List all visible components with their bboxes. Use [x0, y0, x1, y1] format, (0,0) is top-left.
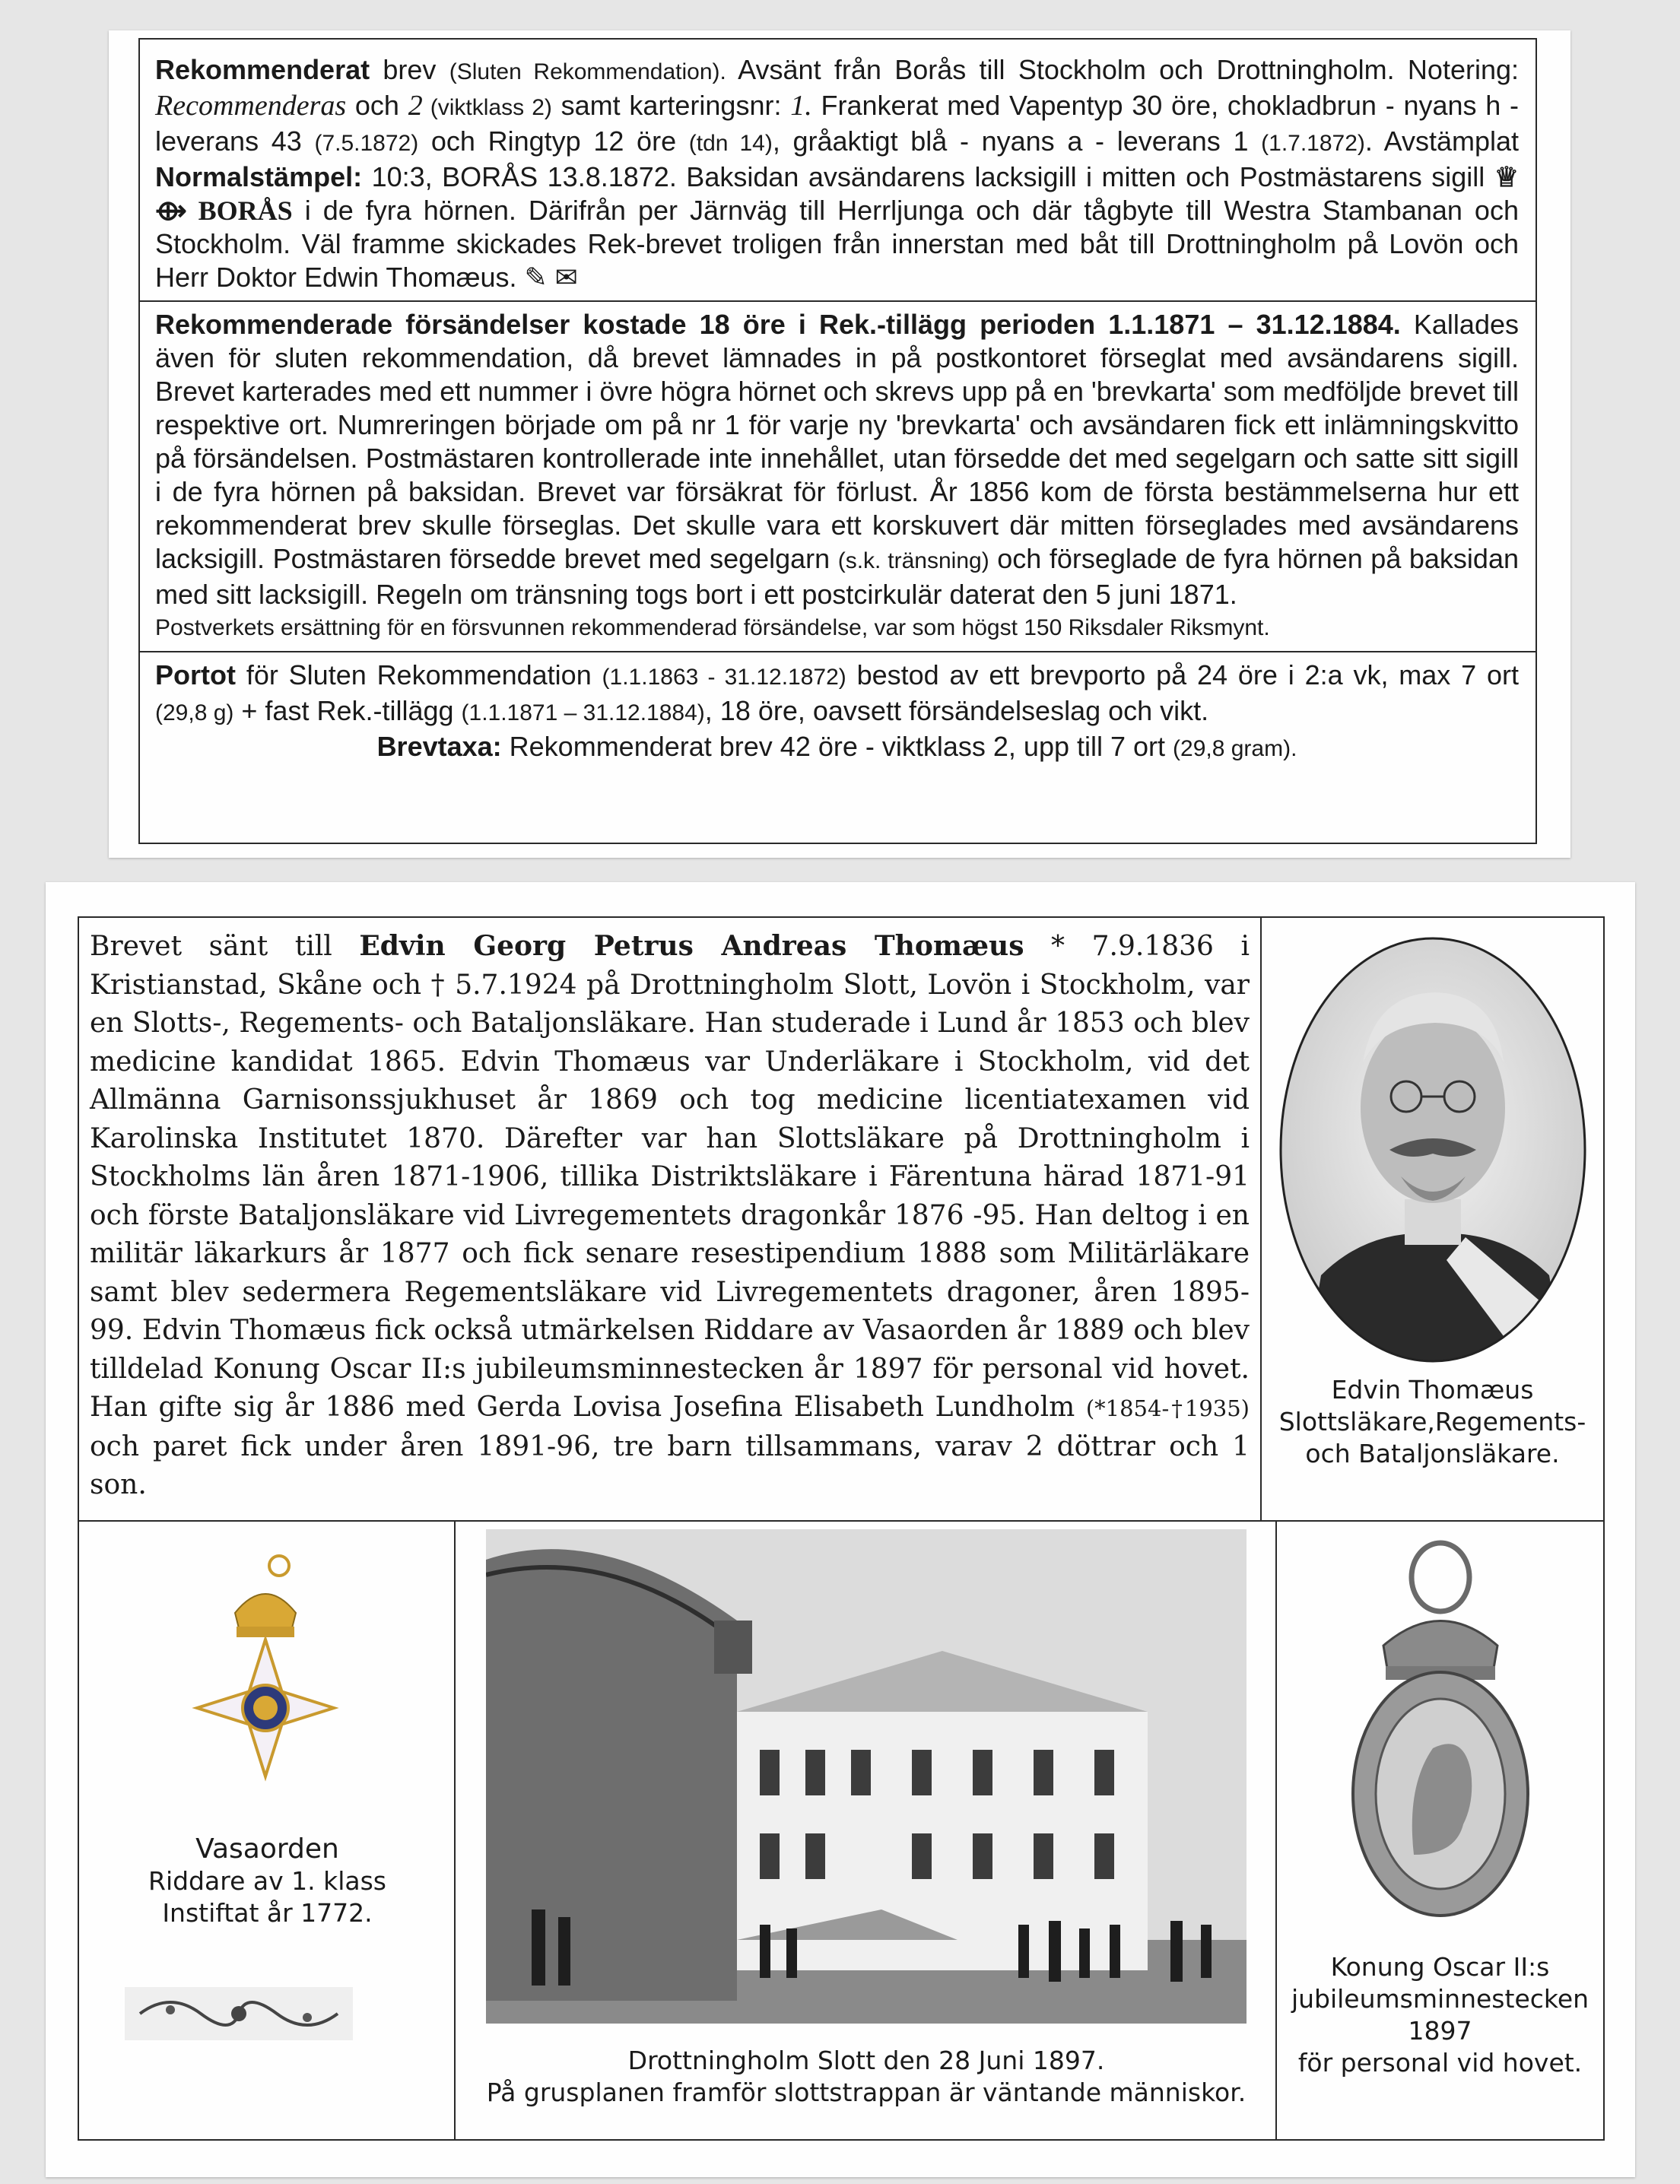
registered-mail-section: [140, 300, 1536, 645]
caption-line: På grusplanen framför slottstrappan är väntande människor.: [486, 2078, 1247, 2107]
text-span: (29,8 g): [155, 700, 234, 725]
text-span: (1.1.1871 – 31.12.1884): [461, 700, 705, 725]
info-box: [138, 38, 1537, 844]
caption-line: Vasaorden: [195, 1833, 339, 1865]
jubilee-medal-image: [1342, 1535, 1539, 1931]
text-span: och förseglade de fyra hörnen på baksidan med sitt lacksigill. Regeln om tränsning togs bort i ett postcirkulär daterat den 5 juni 1871.: [155, 543, 1519, 610]
text-span: Brevtaxa:: [376, 731, 502, 762]
caption-line: för personal vid hovet.: [1297, 2048, 1583, 2078]
text-span: (Sluten Rekommendation).: [449, 59, 726, 84]
text-span: 2: [408, 90, 423, 122]
caption-line: Instiftat år 1772.: [162, 1898, 373, 1928]
text-span: Frankerat med Vapentyp 30 öre, chokladbrun - nyans h - leverans 43: [155, 90, 1520, 157]
caption-line: Konung Oscar II:s: [1330, 1952, 1550, 1982]
drottningholm-photo: [486, 1529, 1247, 2024]
top-info-sheet: [109, 30, 1570, 858]
letter-rate: [155, 730, 1519, 766]
bio-frame: [78, 916, 1605, 2141]
rekommenderat-label: Rekommenderat: [155, 54, 370, 85]
text-span: Postverkets ersättning för en försvunnen rekommenderad försändelse, var som högst 150 Riksdaler Riksmynt.: [155, 615, 1270, 640]
caption-line: Drottningholm Slott den 28 Juni 1897.: [627, 2046, 1105, 2075]
castle-cell: [456, 1522, 1277, 2139]
section-heading: Rekommenderade försändelser kostade 18 öre i Rek.-tillägg perioden 1.1.1871 – 31.12.1884.: [155, 309, 1401, 340]
medal-caption: [1277, 1951, 1603, 2079]
bottom-bio-sheet: [46, 882, 1635, 2177]
text-span: Portot: [155, 659, 236, 690]
portrait-caption: [1262, 1374, 1603, 1470]
recipient-name: Edvin Georg Petrus Andreas Thomæus: [359, 930, 1024, 962]
text-span: och Ringtyp 12 öre: [418, 125, 689, 157]
text-span: (viktklass 2): [422, 95, 552, 120]
text-span: . Avstämplat: [1364, 125, 1520, 157]
text-span: brev: [370, 54, 449, 85]
pen-letter-icon: ✎ ✉: [516, 262, 578, 293]
text-span: 1.: [790, 90, 812, 122]
text-span: (7.5.1872): [314, 131, 419, 156]
letter-description: [155, 53, 1519, 294]
medal-cell: [1277, 1522, 1603, 2139]
ornament-icon: [125, 1987, 353, 2040]
text-span: (tdn 14): [688, 131, 773, 156]
text-span: 10:3, BORÅS 13.8.1872. Baksidan avsändarens lacksigill i mitten och Postmästarens sigill: [362, 161, 1494, 192]
castle-caption: [456, 2045, 1277, 2109]
caption-line: jubileumsminnestecken: [1291, 1984, 1589, 2014]
text-span: bestod av ett brevporto på 24 öre i 2:a vk, max 7 ort: [846, 659, 1519, 690]
text-span: * 7.9.1836 i Kristianstad, Skåne och † 5.7.1924 på Drottningholm Slott, Lovön i Stockholm, var en Slotts-, Regements- och Bataljonsläkare. Han studerade i Lund år 1853 och blev medicine kandidat 1865. Edvin Thomæus var Underläkare i Stockholm, vid det Allmänna Garnisonssjukhuset år 1869 och tog medicine licentiatexamen vid Karolinska Institutet 1870. Därefter var han Slottsläkare på Drottningholm i Stockholms län åren 1871-1906, tillika Distriktsläkare i Färentuna härad 1871-91 och förste Bataljonsläkare vid Livregementets dragonkår 1876 -95. Han deltog i en militär läkarkurs år 1877 och fick senare resestipendium 1888 som Militärläkare samt blev sedermera Regementsläkare vid Livregementets dragoner, åren 1895-99. Edvin Thomæus fick också utmärkelsen Riddare av Vasaorden år 1889 och blev tilldelad Konung Oscar II:s jubileumsminnestecken år 1897 för personal vid hovet. Han gifte sig år 1886 med Gerda Lovisa Josefina Elisabeth Lundholm: [90, 931, 1250, 1423]
text-span: (s.k. tränsning): [837, 548, 989, 573]
text-span: (*1854-†1935): [1085, 1395, 1250, 1421]
portrait-cell: [1262, 918, 1603, 1522]
vasa-order-image: [189, 1552, 341, 1795]
text-span: Kallades även för sluten rekommendation, då brevet lämnades in på postkontoret förseglat med avsändarens sigill. Brevet karterades med ett nummer i övre högra hörnet och skrevs upp på en 'brevkarta' som medföljde brevet till respektive ort. Numreringen började om på nr 1 för varje ny 'brevkarta' och avsändaren fick ett inlämningskvitto på försändelsen. Postmästaren kontrollerade inte innehållet, utan försedde det med segelgarn och satte sitt sigill i de fyra hörnen på baksidan. Brevet var försäkrat för förlust. År 1856 kom de första bestämmelserna hur ett rekommenderat brev skulle förseglas. Det skulle vara ett korskuvert där mitten förseglades med avsändarens lacksigill. Postmästaren försedde brevet med segelgarn: [155, 309, 1519, 574]
text-span: , gråaktigt blå - nyans a - leverans 1: [772, 125, 1262, 157]
text-span: Brevet sänt till: [90, 931, 360, 962]
caption-line: Slottsläkare,Regements-: [1278, 1407, 1586, 1436]
text-span: och: [346, 90, 408, 121]
biography: [79, 918, 1262, 1522]
postage-section: [140, 651, 1536, 730]
text-span: Avsänt från Borås till Stockholm och Drottningholm. Notering:: [726, 54, 1519, 85]
text-span: + fast Rek.-tillägg: [233, 695, 462, 726]
portrait-image: [1275, 933, 1590, 1367]
text-span: (29,8 gram).: [1173, 736, 1297, 761]
caption-line: och Bataljonsläkare.: [1305, 1439, 1560, 1468]
caption-line: 1897: [1408, 2016, 1472, 2046]
order-cell: [79, 1522, 456, 2139]
text-span: Recommenderas: [155, 90, 347, 122]
text-span: (1.7.1872): [1261, 131, 1365, 156]
text-span: Normalstämpel:: [155, 161, 363, 192]
caption-line: Riddare av 1. klass: [148, 1866, 386, 1896]
order-caption: [79, 1833, 456, 1929]
caption-line: Edvin Thomæus: [1331, 1375, 1534, 1405]
text-span: för Sluten Rekommendation: [235, 659, 602, 690]
text-span: Rekommenderat brev 42 öre - viktklass 2, upp till 7 ort: [501, 731, 1173, 762]
text-span: och paret fick under åren 1891-96, tre barn tillsammans, varav 2 döttrar och 1 son.: [90, 1430, 1250, 1500]
text-span: i de fyra hörnen. Därifrån per Järnväg till Herrljunga och där tågbyte till Westra Stambanan och Stockholm. Väl framme skickades Rek-brevet troligen från innerstan med båt till Drottningholm på Lovön och Herr Doktor Edwin Thomæus.: [155, 195, 1519, 293]
seal-mark: ♕ ⟴ BORÅS: [155, 162, 1519, 226]
text-span: samt karteringsnr:: [551, 90, 791, 121]
text-span: , 18 öre, oavsett försändelseslag och vikt.: [704, 695, 1209, 726]
text-span: (1.1.1863 - 31.12.1872): [602, 665, 846, 690]
